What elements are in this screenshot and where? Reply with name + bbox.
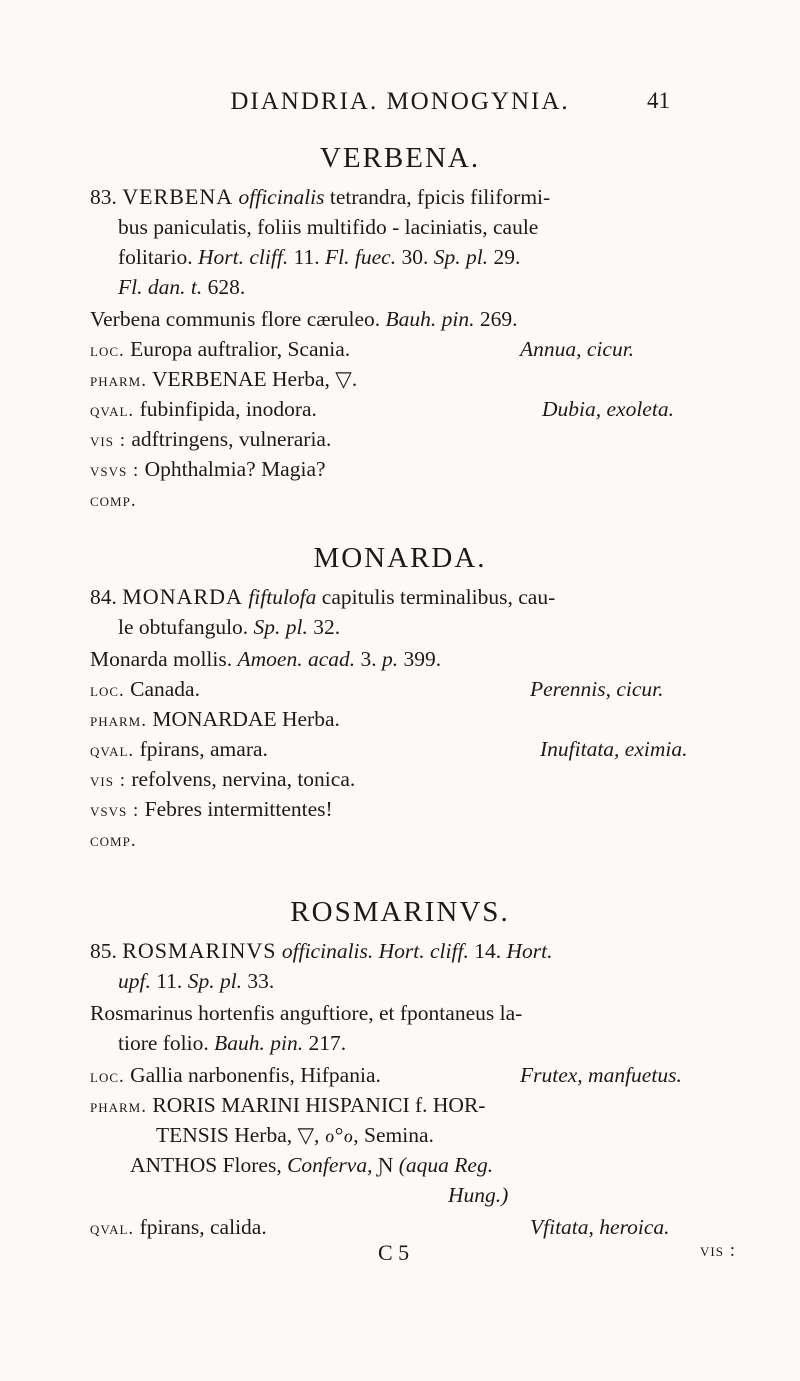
diagnosis-text: capitulis terminalibus, cau-: [321, 585, 556, 609]
species-epithet: officinalis: [238, 185, 325, 209]
field-label: qval.: [90, 400, 135, 421]
field-value: ANTHOS Flores,: [130, 1153, 282, 1177]
entry-line: [118, 212, 538, 242]
synonym-text: tiore folio.: [118, 1031, 209, 1055]
reference-title: Hort. cliff.: [378, 939, 469, 963]
section-title: ROSMARINVS.: [290, 896, 510, 928]
reference-page: 33.: [247, 969, 275, 993]
reference-title: Sp. pl.: [253, 615, 308, 639]
alchemical-symbol: Ɲ: [377, 1153, 394, 1177]
catchword: vis :: [700, 1240, 736, 1261]
quality-line: [90, 394, 317, 426]
entry-line: [90, 582, 555, 612]
reference-title: upf.: [118, 969, 151, 993]
field-label: loc.: [90, 340, 125, 361]
virtues-line: [90, 764, 355, 796]
reference-title: Bauh. pin.: [214, 1031, 304, 1055]
reference-title: Bauh. pin.: [385, 307, 475, 331]
reference-page: 269.: [479, 307, 518, 331]
locality-line: [90, 1060, 381, 1092]
section-monarda: [0, 538, 800, 578]
diagnosis-text: folitario.: [118, 245, 193, 269]
pharmacy-line: [130, 1150, 493, 1180]
pharmacy-line: [90, 364, 357, 396]
habit-note: Frutex, manfuetus.: [520, 1063, 682, 1087]
entry-line: [90, 182, 550, 212]
compound-line: [90, 824, 137, 856]
field-label: qval.: [90, 1218, 135, 1239]
field-label: comp.: [90, 490, 137, 511]
field-label: pharm.: [90, 710, 147, 731]
field-value: fpirans, calida.: [139, 1215, 267, 1239]
field-value: Ophthalmia? Magia?: [144, 457, 326, 481]
reference-page: 217.: [308, 1031, 347, 1055]
section-verbena: [0, 138, 800, 178]
locality-line: [90, 334, 350, 366]
reference-title: Fl. fuec.: [325, 245, 397, 269]
reference-title: Hort. cliff.: [198, 245, 289, 269]
entry-line: [118, 966, 274, 996]
field-label: vsvs :: [90, 800, 140, 821]
field-label: pharm.: [90, 1096, 147, 1117]
reference-page: 399.: [403, 647, 442, 671]
virtues-line: [90, 424, 331, 456]
quality-line: [90, 734, 268, 766]
synonym-line: [90, 644, 441, 674]
field-value: adftringens, vulneraria.: [131, 427, 332, 451]
entry-number: 83.: [90, 185, 117, 209]
genus-name: VERBENA: [122, 184, 234, 209]
field-value: Canada.: [130, 677, 200, 701]
running-head: [130, 88, 670, 116]
field-label: loc.: [90, 680, 125, 701]
section-rosmarinus: [0, 892, 800, 932]
reference-abbrev: p.: [382, 647, 399, 671]
diagnosis-text: bus paniculatis, foliis multifido - laciniatis, caule: [118, 215, 539, 239]
field-value: Europa auftralior, Scania.: [130, 337, 351, 361]
genus-name: MONARDA: [122, 584, 243, 609]
species-epithet: fiftulofa: [248, 585, 317, 609]
field-label: loc.: [90, 1066, 125, 1087]
use-note: Vfitata, heroica.: [530, 1215, 670, 1239]
field-value: Febres intermittentes!: [144, 797, 333, 821]
synonym-line: [118, 1028, 346, 1058]
reference-title: Hort.: [506, 939, 553, 963]
page-number: 41: [647, 88, 670, 113]
use-note: Dubia, exoleta.: [542, 397, 674, 421]
synonym-line: [90, 304, 518, 334]
field-label: vsvs :: [90, 460, 140, 481]
field-value: fubinfipida, inodora.: [139, 397, 317, 421]
entry-number: 84.: [90, 585, 117, 609]
entry-number: 85.: [90, 939, 117, 963]
field-value: Hung.): [448, 1183, 509, 1207]
reference-title: Sp. pl.: [187, 969, 243, 993]
species-epithet: officinalis.: [281, 939, 374, 963]
entry-line: [90, 936, 552, 966]
signature-mark: C 5: [378, 1240, 410, 1265]
entry-line: [118, 242, 520, 272]
synonym-text: Rosmarinus hortenfis anguftiore, et fpontaneus la-: [90, 1001, 523, 1025]
synonym-line: [90, 998, 522, 1028]
genus-name: ROSMARINVS: [122, 938, 277, 963]
field-label: vis :: [90, 430, 126, 451]
field-label: vis :: [90, 770, 126, 791]
reference-title: Fl. dan. t.: [118, 275, 203, 299]
diagnosis-text: le obtufangulo.: [118, 615, 249, 639]
field-value: MONARDAE Herba.: [152, 707, 340, 731]
pharmacy-line: [90, 1090, 485, 1122]
pharmacy-line: [90, 704, 340, 736]
section-title: MONARDA.: [313, 542, 487, 574]
synonym-text: Verbena communis flore cæruleo.: [90, 307, 381, 331]
field-value: fpirans, amara.: [139, 737, 268, 761]
entry-line: [118, 272, 245, 302]
field-value: (aqua Reg.: [398, 1153, 494, 1177]
reference-volume: 3.: [360, 647, 377, 671]
reference-page: 11.: [156, 969, 183, 993]
quality-line: [90, 1212, 267, 1244]
habit-note: Annua, cicur.: [520, 337, 635, 361]
pharmacy-line: [156, 1120, 434, 1150]
compound-line: [90, 484, 137, 516]
reference-page: 628.: [207, 275, 246, 299]
reference-page: 30.: [401, 245, 429, 269]
entry-line: [118, 612, 340, 642]
reference-title: Amoen. acad.: [237, 647, 356, 671]
field-value: Conferva,: [287, 1153, 373, 1177]
usus-line: [90, 794, 333, 826]
use-note: Inufitata, eximia.: [540, 737, 688, 761]
diagnosis-text: tetrandra, fpicis filiformi-: [329, 185, 551, 209]
field-value: refolvens, nervina, tonica.: [131, 767, 356, 791]
reference-page: 14.: [474, 939, 502, 963]
field-label: comp.: [90, 830, 137, 851]
reference-page: 32.: [313, 615, 341, 639]
reference-title: Sp. pl.: [433, 245, 489, 269]
field-label: qval.: [90, 740, 135, 761]
field-value: VERBENAE Herba, ▽.: [152, 367, 358, 391]
field-value: TENSIS Herba, ▽, ℴ°ℴ, Semina.: [156, 1123, 434, 1147]
habit-note: Perennis, cicur.: [530, 677, 664, 701]
field-label: pharm.: [90, 370, 147, 391]
pharmacy-line: [448, 1180, 508, 1210]
section-title: VERBENA.: [319, 142, 481, 174]
running-title: DIANDRIA. MONOGYNIA.: [230, 88, 570, 115]
synonym-text: Monarda mollis.: [90, 647, 233, 671]
usus-line: [90, 454, 326, 486]
field-value: Gallia narbonenfis, Hifpania.: [130, 1063, 381, 1087]
reference-page: 29.: [493, 245, 521, 269]
field-value: RORIS MARINI HISPANICI f. HOR-: [152, 1093, 486, 1117]
locality-line: [90, 674, 200, 706]
reference-page: 11.: [293, 245, 320, 269]
